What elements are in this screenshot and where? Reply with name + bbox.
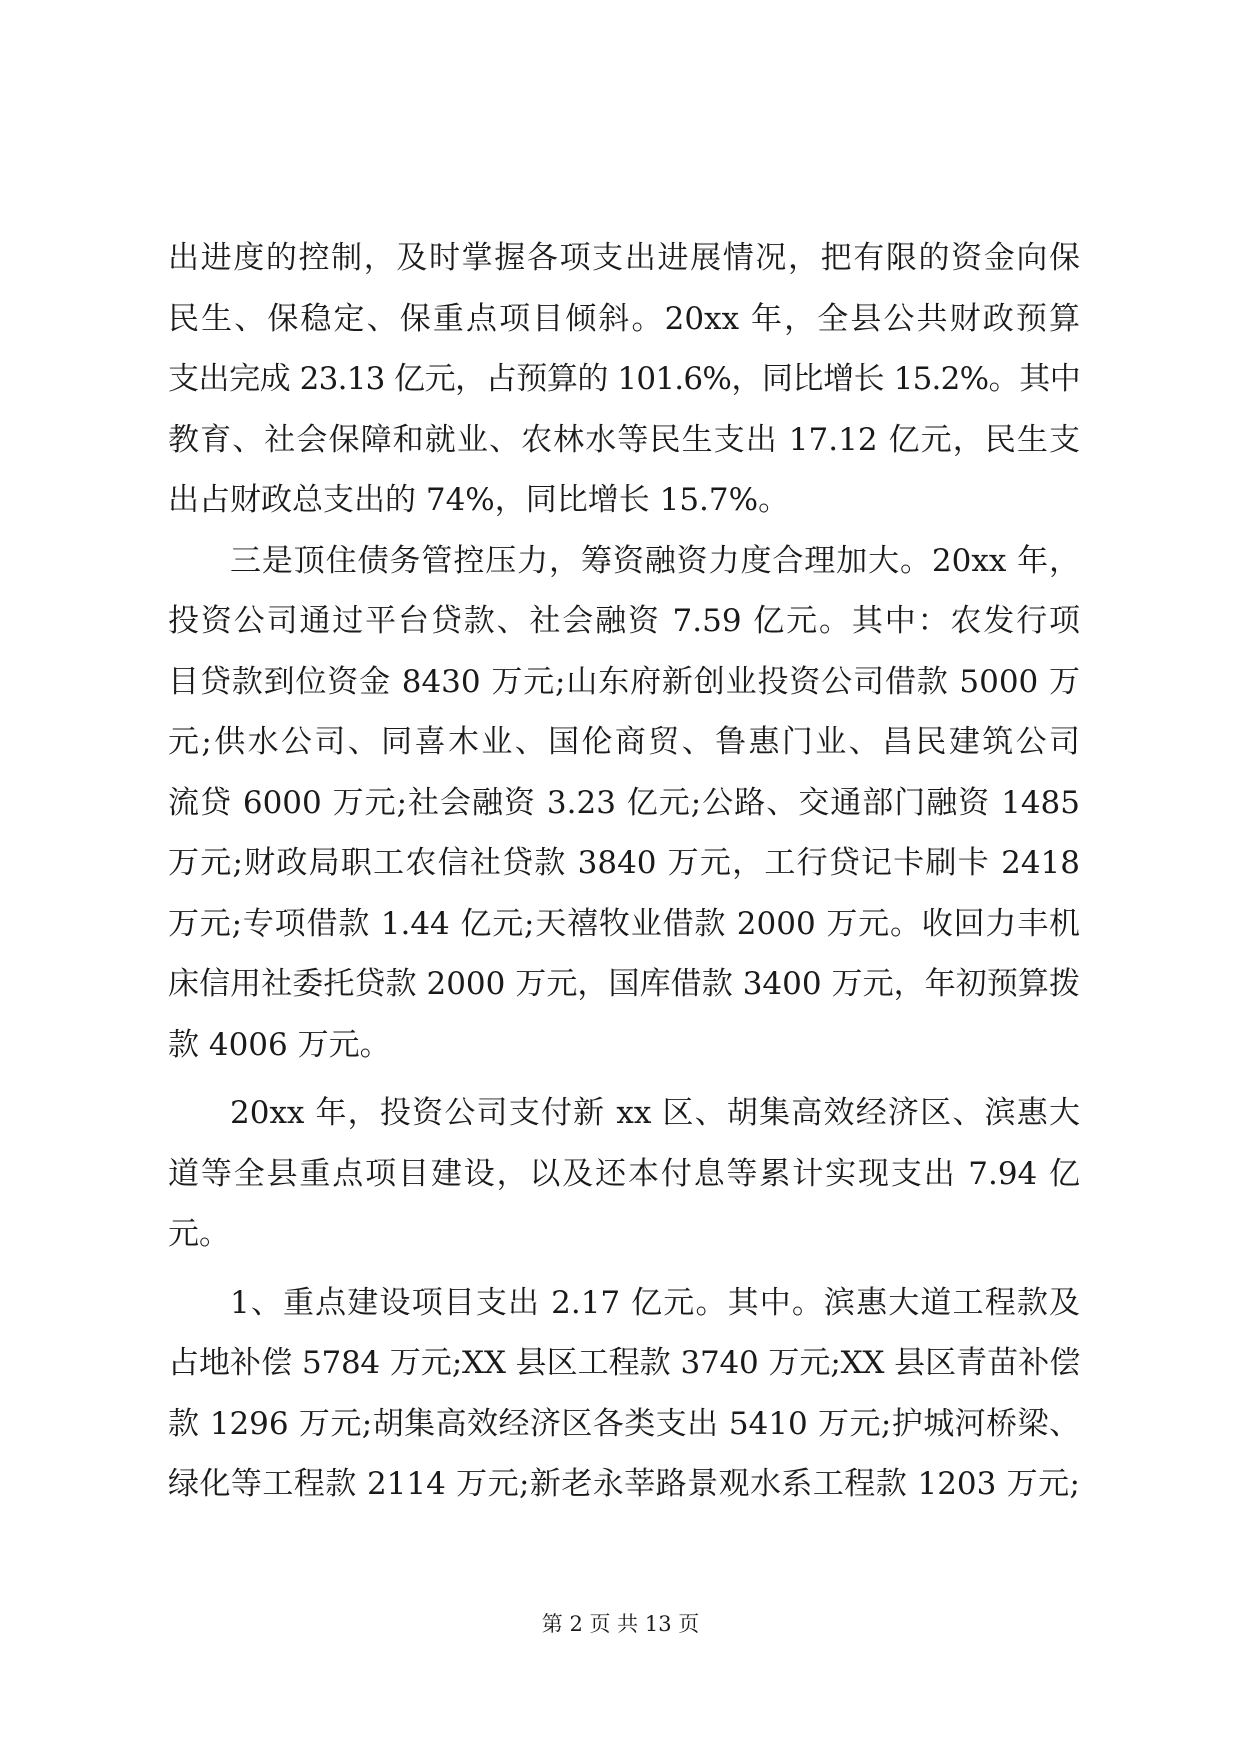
text-line: 支出完成 23.13 亿元，占预算的 101.6%，同比增长 15.2%。其中 xyxy=(168,361,1080,397)
text-line: 教育、社会保障和就业、农林水等民生支出 17.12 亿元，民生支 xyxy=(168,421,1080,458)
text-line: 万元;财政局职工农信社贷款 3840 万元，工行贷记卡刷卡 2418 xyxy=(168,845,1080,881)
text-line: 民生、保稳定、保重点项目倾斜。20xx 年，全县公共财政预算 xyxy=(168,300,1080,337)
text-line: 三是顶住债务管控压力，筹资融资力度合理加大。20xx 年， xyxy=(230,542,1080,579)
text-line: 款 1296 万元;胡集高效经济区各类支出 5410 万元;护城河桥梁、 xyxy=(168,1405,1080,1442)
text-line: 目贷款到位资金 8430 万元;山东府新创业投资公司借款 5000 万 xyxy=(168,663,1080,700)
text-line: 款 4006 万元。 xyxy=(168,1026,391,1063)
text-line: 20xx 年，投资公司支付新 xx 区、胡集高效经济区、滨惠大 xyxy=(230,1095,1080,1131)
text-line: 流贷 6000 万元;社会融资 3.23 亿元;公路、交通部门融资 1485 xyxy=(168,784,1080,821)
text-line: 道等全县重点项目建设，以及还本付息等累计实现支出 7.94 亿 xyxy=(168,1155,1080,1192)
text-line: 万元;专项借款 1.44 亿元;天禧牧业借款 2000 万元。收回力丰机 xyxy=(168,905,1080,942)
text-line: 绿化等工程款 2114 万元;新老永莘路景观水系工程款 1203 万元; xyxy=(168,1466,1080,1502)
paragraph xyxy=(168,1083,1080,1265)
text-line: 占地补偿 5784 万元;XX 县区工程款 3740 万元;XX 县区青苗补偿 xyxy=(168,1345,1080,1381)
text-line: 床信用社委托贷款 2000 万元，国库借款 3400 万元，年初预算拨 xyxy=(168,966,1080,1002)
text-line: 出进度的控制，及时掌握各项支出进展情况，把有限的资金向保 xyxy=(168,240,1080,276)
paragraph xyxy=(168,1273,1080,1515)
paragraph xyxy=(168,228,1080,531)
text-line: 元。 xyxy=(168,1216,230,1252)
paragraph xyxy=(168,531,1080,1076)
text-line: 元;供水公司、同喜木业、国伦商贸、鲁惠门业、昌民建筑公司 xyxy=(168,724,1080,760)
text-line: 投资公司通过平台贷款、社会融资 7.59 亿元。其中：农发行项 xyxy=(168,603,1080,639)
body-text xyxy=(168,228,1080,1515)
text-line: 1、重点建设项目支出 2.17 亿元。其中。滨惠大道工程款及 xyxy=(230,1284,1080,1321)
page-footer xyxy=(0,1610,1241,1638)
page-number: 第 2 页 共 13 页 xyxy=(541,1612,700,1636)
text-line: 出占财政总支出的 74%，同比增长 15.7%。 xyxy=(168,482,790,518)
